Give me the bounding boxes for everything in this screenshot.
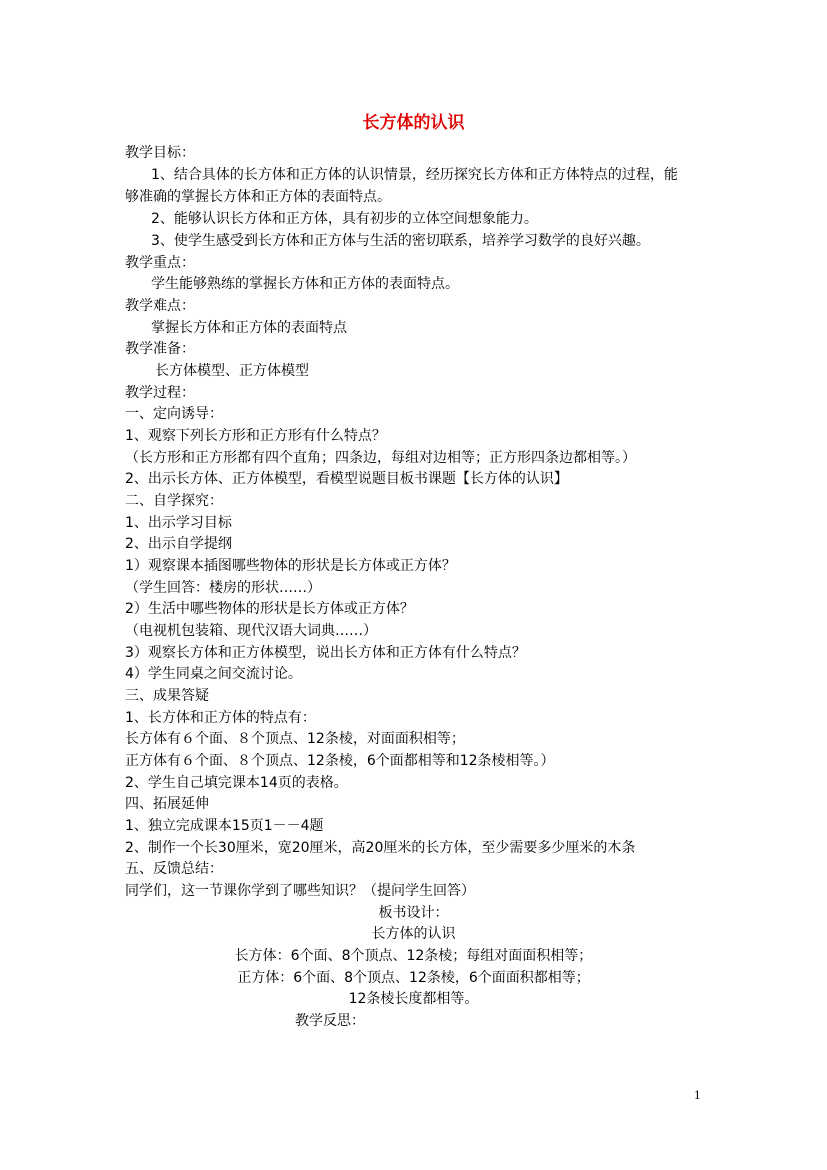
document-title: 长方体的认识 [362, 113, 465, 133]
text-line: 1、长方体和正方体的特点有： [125, 710, 316, 726]
text-line: 教学过程： [125, 385, 195, 401]
text-line: 三、成果答疑 [125, 688, 209, 704]
text-line: 3、使学生感受到长方体和正方体与生活的密切联系，培养学习数学的良好兴趣。 [151, 233, 650, 249]
board-design-heading: 板书设计： [378, 905, 449, 921]
text-line: 五、反馈总结： [125, 861, 223, 877]
text-line: 2）生活中哪些物体的形状是长方体或正方体？ [125, 601, 414, 617]
text-line: 长方体模型、正方体模型 [155, 363, 309, 379]
page-number: 1 [694, 1087, 701, 1102]
reflection-label: 教学反思： [295, 1013, 365, 1029]
text-line: 教学重点： [125, 255, 195, 271]
text-line: 2、学生自己填完课本14页的表格。 [125, 775, 348, 791]
text-line: （学生回答：楼房的形状……） [125, 580, 321, 596]
text-line: 四、拓展延伸 [125, 796, 209, 812]
text-line: 1、出示学习目标 [125, 515, 232, 531]
text-line: 一、定向诱导： [125, 406, 223, 422]
board-line: 正方体：6个面、8个顶点、12条棱，6个面面积都相等； [237, 970, 590, 986]
text-line: 正方体有６个面、８个顶点、12条棱，6个面都相等和12条棱相等。） [125, 753, 555, 769]
text-line: （长方形和正方形都有四个直角；四条边，每组对边相等；正方形四条边都相等。） [125, 450, 636, 466]
text-line: 1、结合具体的长方体和正方体的认识情景，经历探究长方体和正方体特点的过程，能 [151, 167, 678, 183]
text-line: 教学准备： [125, 341, 195, 357]
text-line: （电视机包装箱、现代汉语大词典……） [125, 623, 377, 639]
text-line: 2、出示自学提纲 [125, 536, 232, 552]
text-line: 够准确的掌握长方体和正方体的表面特点。 [125, 189, 391, 205]
text-line: 二、自学探究： [125, 493, 223, 509]
board-line: 长方体的认识 [371, 926, 456, 942]
text-line: 3）观察长方体和正方体模型，说出长方体和正方体有什么特点？ [125, 645, 526, 661]
text-line: 2、出示长方体、正方体模型，看模型说题目板书课题【长方体的认识】 [125, 471, 568, 487]
text-line: 1、观察下列长方形和正方形有什么特点？ [125, 428, 386, 444]
board-line: 长方体：6个面、8个顶点、12条棱；每组对面面积相等； [234, 948, 593, 964]
text-line: 教学难点： [125, 298, 195, 314]
text-line: 4）学生同桌之间交流讨论。 [125, 666, 302, 682]
text-line: 1、独立完成课本15页1－－4题 [125, 818, 324, 834]
text-line: 长方体有６个面、８个顶点、12条棱，对面面积相等； [125, 731, 465, 747]
text-line: 2、制作一个长30厘米，宽20厘米，高20厘米的长方体，至少需要多少厘米的木条 [125, 840, 636, 856]
text-line: 同学们，这一节课你学到了哪些知识？（提问学生回答） [125, 883, 475, 899]
text-line: 1）观察课本插图哪些物体的形状是长方体或正方体？ [125, 558, 456, 574]
text-line: 教学目标： [125, 145, 195, 161]
board-line: 12条棱长度都相等。 [348, 991, 479, 1007]
text-line: 掌握长方体和正方体的表面特点 [151, 320, 347, 336]
text-line: 2、能够认识长方体和正方体，具有初步的立体空间想象能力。 [151, 211, 538, 227]
text-line: 学生能够熟练的掌握长方体和正方体的表面特点。 [151, 276, 459, 292]
